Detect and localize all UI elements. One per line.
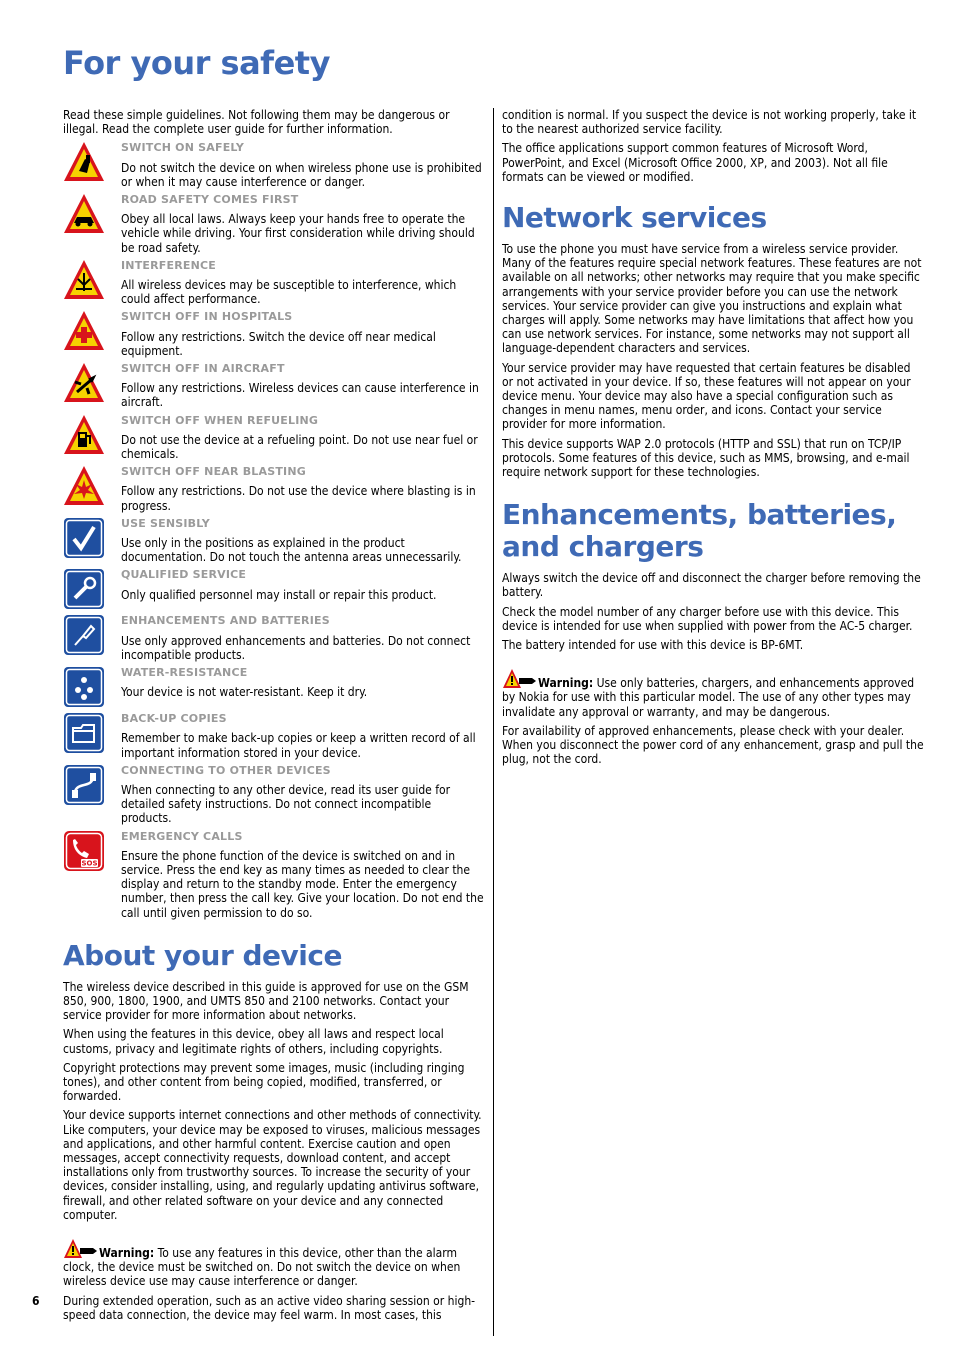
continuation-text: condition is normal. If you suspect the device is not working properly, take it to the nearest authorized service facility. <box>502 108 917 137</box>
safety-text <box>121 259 485 307</box>
safety-description: Ensure the phone function of the device is switched on and in service. Press the end key as many times as needed to clear the display and return to the standby mode. Enter the emergency number, then press the call key. Give your location. Do not end the call until given permission to do so. <box>121 848 484 920</box>
about-heading: About your device <box>63 938 342 972</box>
safety-heading: INTERFERENCE <box>121 258 216 272</box>
hospital-cross-warning-icon <box>63 310 105 352</box>
safety-text <box>121 310 485 358</box>
safety-text <box>121 666 485 699</box>
safety-heading: SWITCH OFF IN AIRCRAFT <box>121 362 285 376</box>
safety-item <box>63 414 485 462</box>
safety-text <box>121 614 485 662</box>
about-warning <box>63 1232 485 1289</box>
page-title: For your safety <box>63 44 330 82</box>
wrench-icon <box>63 568 105 610</box>
safety-text <box>121 193 485 255</box>
safety-description: Remember to make back-up copies or keep a written record of all important information stored in your device. <box>121 731 476 760</box>
svg-text:SOS: SOS <box>81 859 98 868</box>
safety-heading: USE SENSIBLY <box>121 516 210 530</box>
network-paragraph: Your service provider may have requested that certain features be disabled or not activated in your device. If so, these features will not appear on your device menu. Your device may also have a special configuration such as changes in menu names, menu order, and icons. Contact your service provider for more information. <box>502 360 911 432</box>
safety-text <box>121 830 485 920</box>
safety-heading: ENHANCEMENTS AND BATTERIES <box>121 614 330 628</box>
safety-heading: SWITCH OFF WHEN REFUELING <box>121 413 319 427</box>
safety-item <box>63 666 485 708</box>
safety-text <box>121 764 485 826</box>
safety-text <box>121 568 485 601</box>
safety-description: Use only approved enhancements and batteries. Do not connect incompatible products. <box>121 633 471 662</box>
safety-item <box>63 362 485 410</box>
fuel-pump-warning-icon <box>63 414 105 456</box>
left-column <box>63 108 485 1327</box>
blasting-warning-icon <box>63 465 105 507</box>
warning-hand-icon <box>502 668 538 688</box>
warning-hand-icon <box>63 1238 99 1258</box>
connect-devices-icon <box>63 764 105 806</box>
safety-description: All wireless devices may be susceptible to interference, which could affect performance. <box>121 278 457 307</box>
safety-heading: SWITCH ON SAFELY <box>121 141 245 155</box>
safety-item <box>63 830 485 920</box>
safety-item <box>63 568 485 610</box>
safety-item <box>63 614 485 662</box>
safety-list <box>63 141 485 919</box>
enhancements-paragraph: Check the model number of any charger before use with this device. This device is intended for use when supplied with power from the AC-5 charger. <box>502 604 913 633</box>
checkmark-icon <box>63 517 105 559</box>
safety-text <box>121 517 485 565</box>
safety-heading: CONNECTING TO OTHER DEVICES <box>121 763 331 777</box>
warning-text: To use any features in this device, other than the alarm clock, the device must be switched on. Do not switch the device on when wireless device use may cause interference or danger. <box>63 1245 461 1289</box>
safety-text <box>121 362 485 410</box>
safety-heading: ROAD SAFETY COMES FIRST <box>121 193 299 207</box>
about-paragraph: Copyright protections may prevent some images, music (including ringing tones), and other content from being copied, modified, transferred, or forwarded. <box>63 1060 465 1104</box>
safety-item <box>63 259 485 307</box>
enhancements-paragraph: Always switch the device off and disconnect the charger before removing the battery. <box>502 571 921 600</box>
enhancements-paragraph: The battery intended for use with this device is BP-6MT. <box>502 638 804 653</box>
network-paragraph: This device supports WAP 2.0 protocols (HTTP and SSL) that run on TCP/IP protocols. Some features of this device, such as MMS, browsing, and e-mail require network support for these technologies. <box>502 436 910 480</box>
safety-heading: WATER-RESISTANCE <box>121 666 248 680</box>
water-drops-icon <box>63 666 105 708</box>
interference-warning-icon <box>63 259 105 301</box>
right-column <box>502 108 924 772</box>
aircraft-warning-icon <box>63 362 105 404</box>
about-paragraph: When using the features in this device, obey all laws and respect local customs, privacy and legitimate rights of others, including copyrights. <box>63 1027 444 1056</box>
about-paragraph: The wireless device described in this guide is approved for use on the GSM 850, 900, 1800, 1900, and UMTS 850 and 2100 networks. Contact your service provider for more information about networks. <box>63 979 469 1023</box>
safety-description: Follow any restrictions. Switch the device off near medical equipment. <box>121 329 436 358</box>
hand-phone-warning-icon <box>63 141 105 183</box>
warning-label: Warning: <box>99 1245 155 1260</box>
enhancements-warning <box>502 662 924 719</box>
safety-item <box>63 465 485 513</box>
safety-heading: SWITCH OFF IN HOSPITALS <box>121 310 293 324</box>
safety-item <box>63 517 485 565</box>
enhancements-last-paragraph: For availability of approved enhancements, please check with your dealer. When you disconnect the power cord of any enhancement, grasp and pull the plug, not the cord. <box>502 723 924 767</box>
safety-description: Only qualified personnel may install or repair this product. <box>121 587 437 602</box>
safety-text <box>121 414 485 462</box>
safety-item <box>63 764 485 826</box>
safety-text <box>121 465 485 513</box>
safety-description: Do not use the device at a refueling point. Do not use near fuel or chemicals. <box>121 432 478 462</box>
safety-item <box>63 141 485 189</box>
intro-text: Read these simple guidelines. Not following them may be dangerous or illegal. Read the complete user guide for further information. <box>63 108 450 137</box>
warning-text: Use only batteries, chargers, and enhancements approved by Nokia for use with this particular model. The use of any other types may invalidate any approval or warranty, and may be dangerous. <box>502 676 915 719</box>
safety-description: Follow any restrictions. Wireless devices can cause interference in aircraft. <box>121 381 479 410</box>
office-paragraph: The office applications support common features of Microsoft Word, PowerPoint, and Excel (Microsoft Office 2000, XP, and 2003). Not all file formats can be viewed or modified. <box>502 141 888 184</box>
safety-item <box>63 193 485 255</box>
column-divider <box>493 108 494 1336</box>
safety-description: Your device is not water-resistant. Keep it dry. <box>121 685 368 700</box>
safety-heading: BACK-UP COPIES <box>121 712 227 726</box>
safety-heading: SWITCH OFF NEAR BLASTING <box>121 465 306 479</box>
about-paragraph: Your device supports internet connections and other methods of connectivity. Like computers, your device may be exposed to viruses, malicious messages and applications, and other harmful content. Exercise caution and open messages, accept connectivity requests, download content, and accept installations only from trustworthy sources. To increase the security of your devices, consider installing, using, and regularly updating antivirus software, firewall, and other related software on your device and any connected computer. <box>63 1108 482 1222</box>
safety-description: Follow any restrictions. Do not use the device where blasting is in progress. <box>121 484 476 513</box>
safety-heading: QUALIFIED SERVICE <box>121 568 247 582</box>
safety-item <box>63 712 485 760</box>
safety-description: Do not switch the device on when wireless phone use is prohibited or when it may cause interference or danger. <box>121 160 482 189</box>
safety-description: When connecting to any other device, read its user guide for detailed safety instructions. Do not connect incompatible products. <box>121 782 451 826</box>
enhancements-heading: Enhancements, batteries, and chargers <box>502 498 897 564</box>
warning-label: Warning: <box>538 676 594 691</box>
car-warning-icon <box>63 193 105 235</box>
safety-description: Use only in the positions as explained in the product documentation. Do not touch the antenna areas unnecessarily. <box>121 536 462 565</box>
safety-item <box>63 310 485 358</box>
page-number: 6 <box>32 1294 40 1308</box>
network-heading: Network services <box>502 201 767 235</box>
sos-phone-icon <box>63 830 105 872</box>
folder-backup-icon <box>63 712 105 754</box>
about-last-paragraph: During extended operation, such as an active video sharing session or high-speed data connection, the device may feel warm. In most cases, this <box>63 1293 476 1322</box>
network-paragraph: To use the phone you must have service from a wireless service provider. Many of the features require special network features. These features are not available on all networks; other networks may require that you make specific arrangements with your service provider before you can use the network services. Your service provider can give you instructions and explain what charges will apply. Some networks may have limitations that affect how you can use network services. For instance, some networks may not support all language-dependent characters and services. <box>502 242 922 356</box>
safety-description: Obey all local laws. Always keep your hands free to operate the vehicle while driving. Your first consideration while driving should be road safety. <box>121 212 475 255</box>
safety-text <box>121 712 485 760</box>
enhancement-plug-icon <box>63 614 105 656</box>
safety-heading: EMERGENCY CALLS <box>121 829 243 843</box>
safety-text <box>121 141 485 189</box>
